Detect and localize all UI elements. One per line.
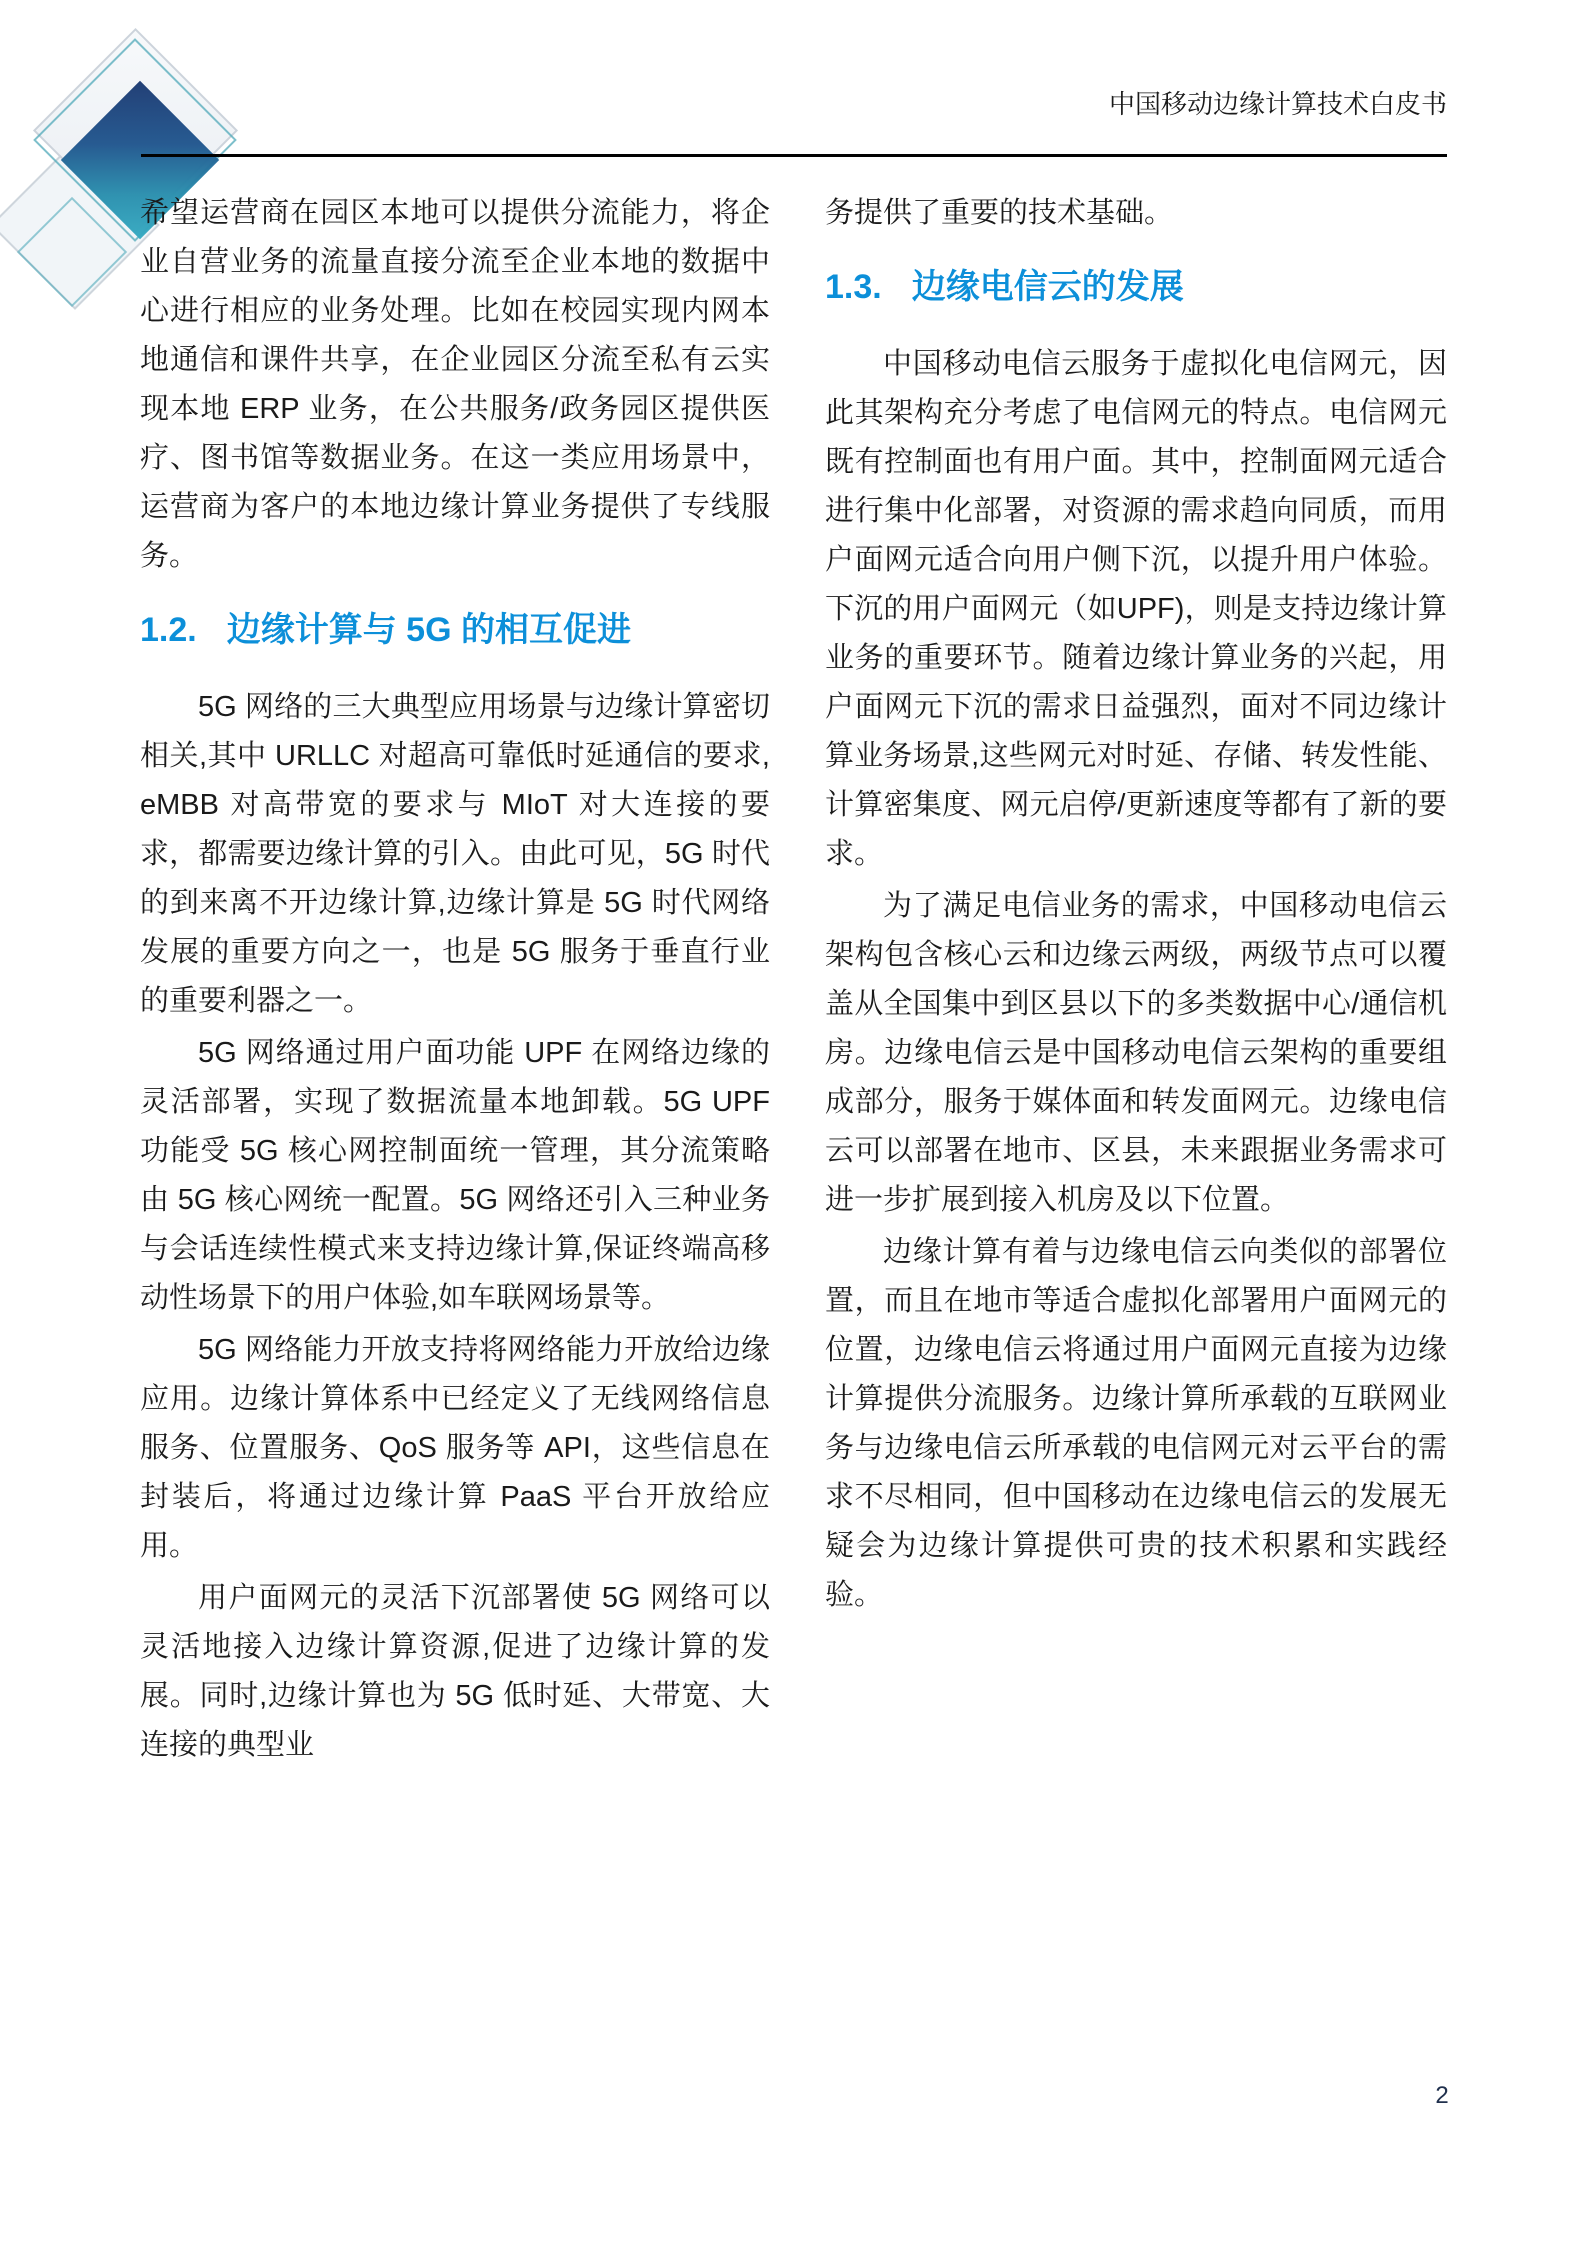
paragraph: 中国移动电信云服务于虚拟化电信网元，因此其架构充分考虑了电信网元的特点。电信网元既有控制面也有用户面。其中，控制面网元适合进行集中化部署，对资源的需求趋向同质，而用户面网元适合向用户侧下沉，以提升用户体验。下沉的用户面网元（如UPF)，则是支持边缘计算业务的重要环节。随着边缘计算业务的兴起，用户面网元下沉的需求日益强烈，面对不同边缘计算业务场景,这些网元对时延、存储、转发性能、计算密集度、网元启停/更新速度等都有了新的要求。: [825, 348, 1447, 870]
header-title: 中国移动边缘计算技术白皮书: [1108, 89, 1447, 119]
paragraph: 5G 网络能力开放支持将网络能力开放给边缘应用。边缘计算体系中已经定义了无线网络信息服务、位置服务、QoS 服务等 API，这些信息在封装后，将通过边缘计算 PaaS 平台开放给应用。: [140, 1334, 770, 1562]
section-heading-1-2: [140, 607, 770, 653]
section-heading-1-3: [825, 264, 1447, 310]
page-number: 2: [1435, 2082, 1449, 2109]
paragraph: 5G 网络的三大典型应用场景与边缘计算密切相关,其中 URLLC 对超高可靠低时延通信的要求,eMBB 对高带宽的要求与 MIoT 对大连接的要求，都需要边缘计算的引入。由此可见，5G 时代的到来离不开边缘计算,边缘计算是 5G 时代网络发展的重要方向之一，也是 5G 服务于垂直行业的重要利器之一。: [140, 691, 770, 1017]
paragraph: 为了满足电信业务的需求，中国移动电信云架构包含核心云和边缘云两级，两级节点可以覆盖从全国集中到区县以下的多类数据中心/通信机房。边缘电信云是中国移动电信云架构的重要组成部分，服务于媒体面和转发面网元。边缘电信云可以部署在地市、区县，未来跟据业务需求可进一步扩展到接入机房及以下位置。: [825, 890, 1447, 1216]
heading-title: 边缘电信云的发展: [911, 268, 1184, 306]
right-column: [825, 186, 1447, 1623]
paragraph-continuation: 务提供了重要的技术基础。: [825, 197, 1174, 229]
heading-number: 1.2.: [140, 611, 197, 649]
header-rule: [141, 154, 1447, 157]
paragraph: 用户面网元的灵活下沉部署使 5G 网络可以灵活地接入边缘计算资源,促进了边缘计算的发展。同时,边缘计算也为 5G 低时延、大带宽、大连接的典型业: [140, 1582, 770, 1761]
paragraph-continuation: 希望运营商在园区本地可以提供分流能力，将企业自营业务的流量直接分流至企业本地的数据中心进行相应的业务处理。比如在校园实现内网本地通信和课件共享，在企业园区分流至私有云实现本地 ERP 业务，在公共服务/政务园区提供医疗、图书馆等数据业务。在这一类应用场景中，运营商为客户的本地边缘计算业务提供了专线服务。: [140, 197, 770, 572]
paragraph: 边缘计算有着与边缘电信云向类似的部署位置，而且在地市等适合虚拟化部署用户面网元的位置，边缘电信云将通过用户面网元直接为边缘计算提供分流服务。边缘计算所承载的互联网业务与边缘电信云所承载的电信网元对云平台的需求不尽相同，但中国移动在边缘电信云的发展无疑会为边缘计算提供可贵的技术积累和实践经验。: [825, 1236, 1447, 1611]
paragraph: 5G 网络通过用户面功能 UPF 在网络边缘的灵活部署，实现了数据流量本地卸载。5G UPF 功能受 5G 核心网控制面统一管理，其分流策略由 5G 核心网统一配置。5G 网络还引入三种业务与会话连续性模式来支持边缘计算,保证终端高移动性场景下的用户体验,如车联网场景等。: [140, 1037, 770, 1314]
heading-title: 边缘计算与 5G 的相互促进: [226, 611, 631, 649]
heading-number: 1.3.: [825, 268, 882, 306]
left-column: [140, 186, 770, 1773]
